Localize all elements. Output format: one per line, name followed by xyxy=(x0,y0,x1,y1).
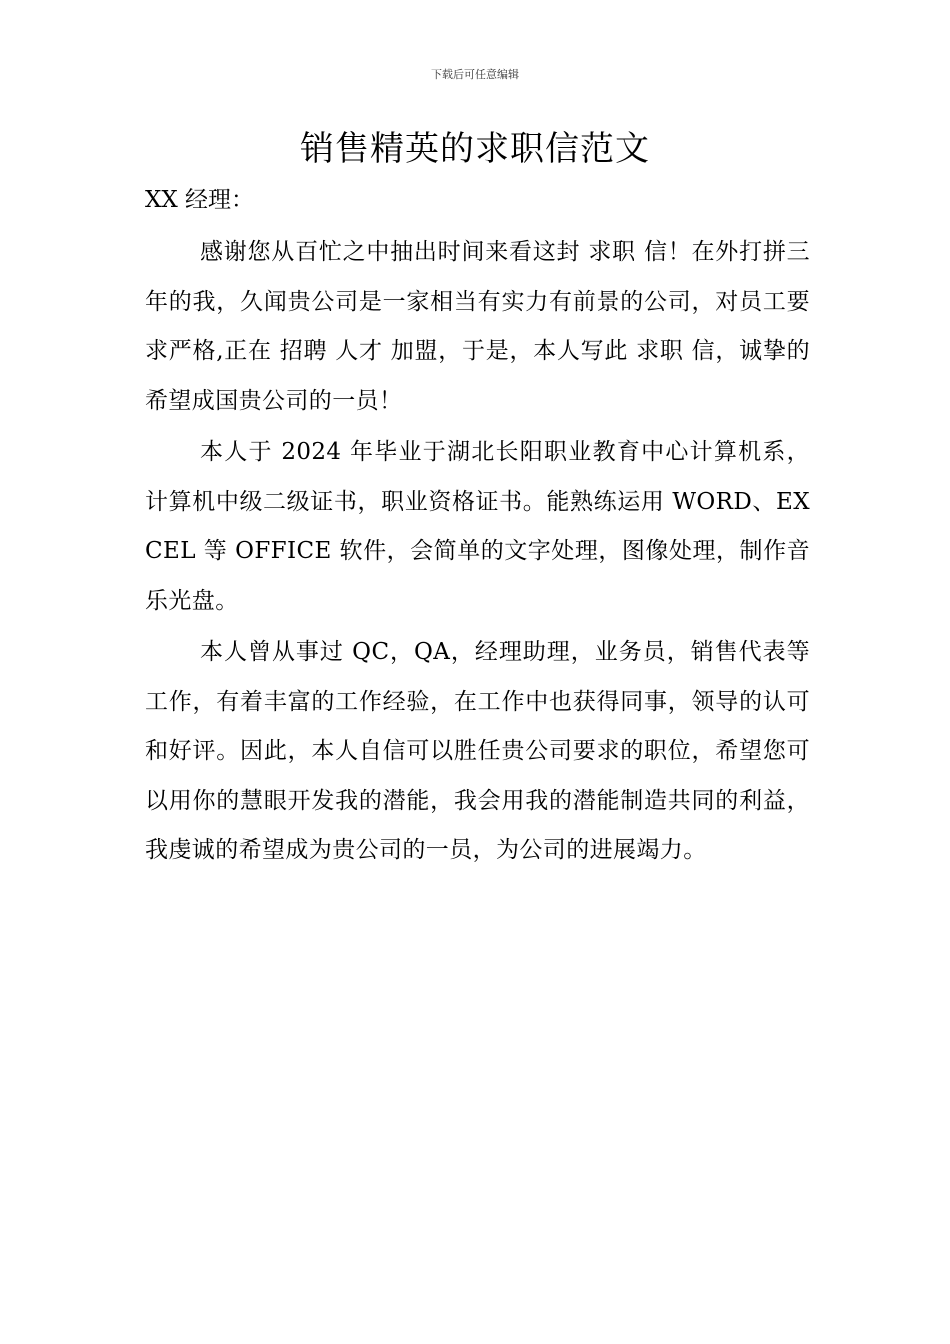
document-title: 销售精英的求职信范文 xyxy=(300,129,650,169)
salutation: XX 经理： xyxy=(145,187,255,213)
paragraph-education: 本人于 2024 年毕业于湖北长阳职业教育中心计算机系，计算机中级二级证书，职业资格证书。能熟练运用 WORD、EXCEL 等 OFFICE 软件，会简单的文字处理，图像处理，制作音乐光盘。 xyxy=(145,439,810,614)
letter-body xyxy=(145,228,810,878)
header-note: 下载后可任意编辑 xyxy=(431,68,519,81)
paragraph-intro: 感谢您从百忙之中抽出时间来看这封 求职 信！在外打拼三年的我，久闻贵公司是一家相当有实力有前景的公司，对员工要求严格,正在 招聘 人才 加盟，于是，本人写此 求职 信，诚挚的希望成国贵公司的一员！ xyxy=(145,239,810,414)
paragraph-experience: 本人曾从事过 QC，QA，经理助理，业务员，销售代表等工作，有着丰富的工作经验，在工作中也获得同事，领导的认可和好评。因此，本人自信可以胜任贵公司要求的职位，希望您可以用你的慧眼开发我的潜能，我会用我的潜能制造共同的利益，我虔诚的希望成为贵公司的一员，为公司的进展竭力。 xyxy=(145,639,810,863)
